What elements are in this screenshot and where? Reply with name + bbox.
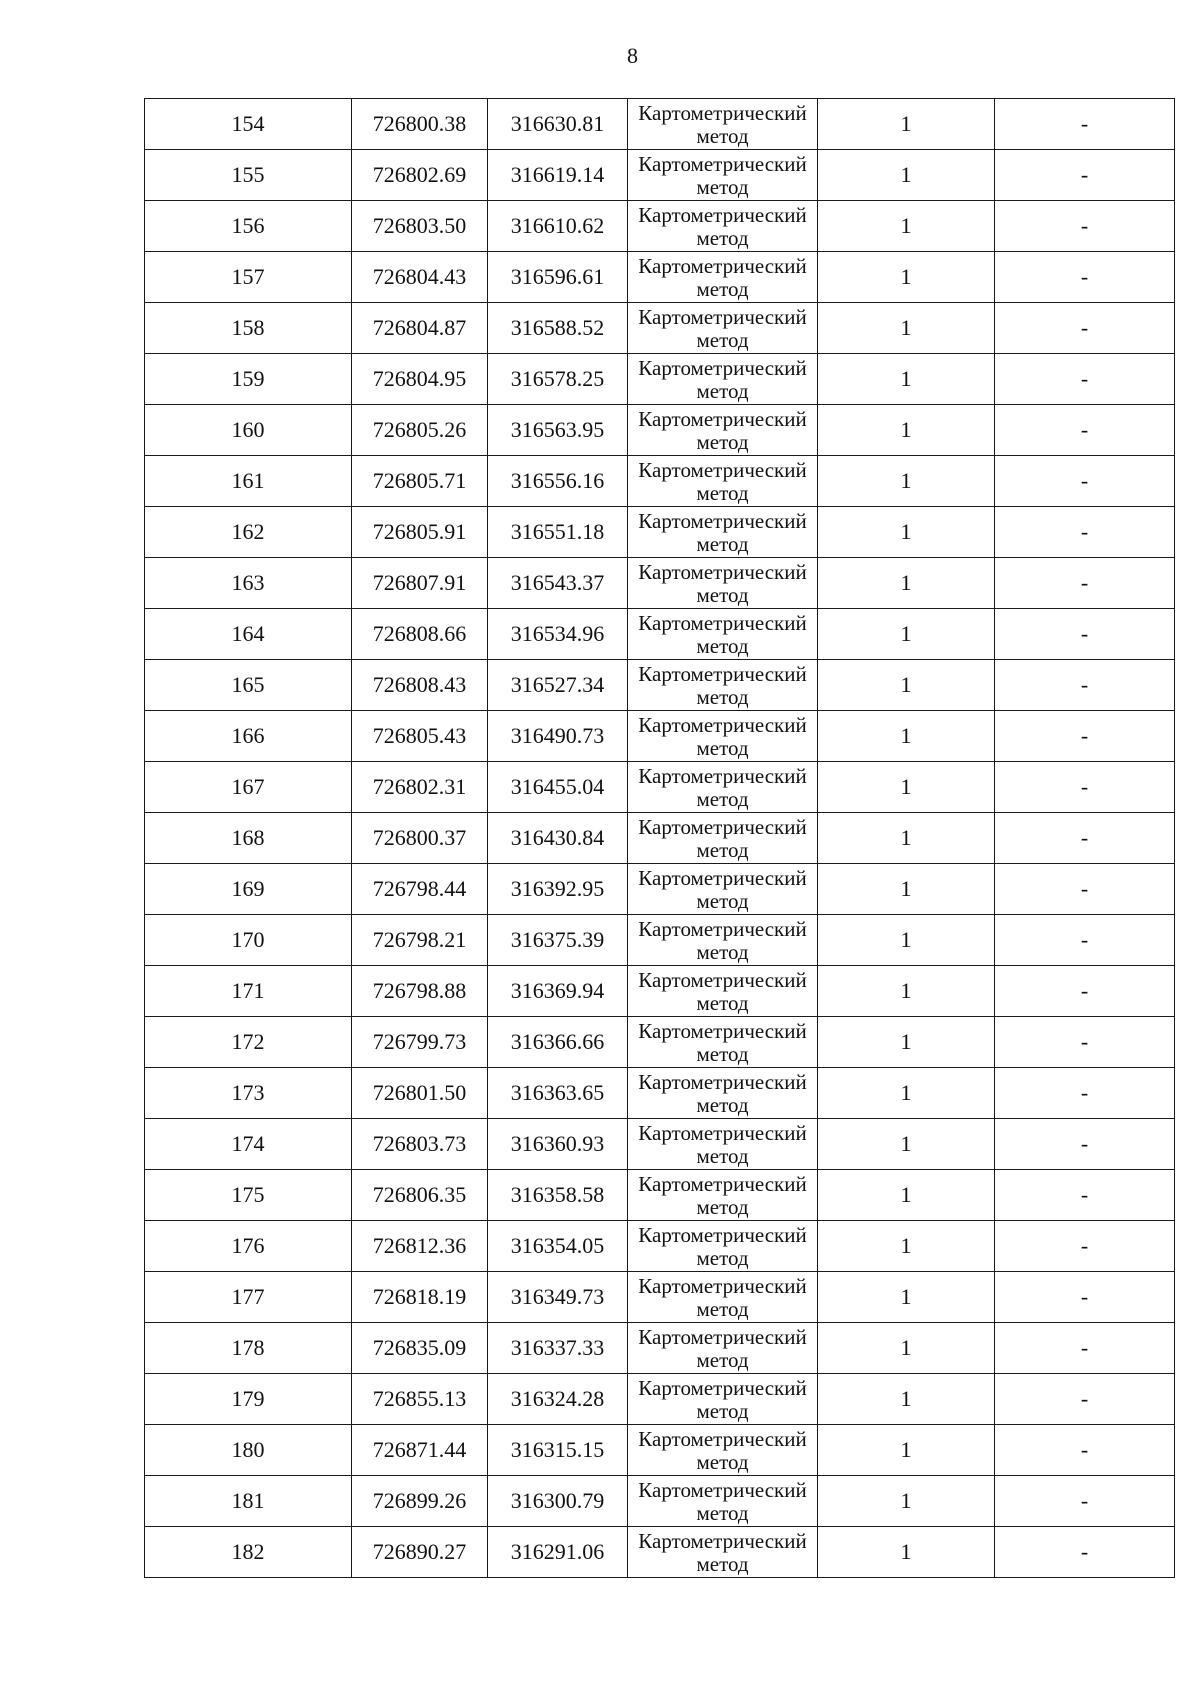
point-number-cell: 176 <box>145 1221 352 1272</box>
x-coordinate-cell: 726855.13 <box>352 1374 488 1425</box>
note-cell: - <box>995 201 1175 252</box>
method-line-2: метод <box>696 532 749 556</box>
table-row <box>145 405 1175 456</box>
point-number-cell: 174 <box>145 1119 352 1170</box>
x-coordinate-cell: 726803.73 <box>352 1119 488 1170</box>
method-line-1: Картометрический <box>638 1427 807 1451</box>
point-number-cell: 158 <box>145 303 352 354</box>
y-coordinate-cell: 316578.25 <box>488 354 628 405</box>
x-coordinate-cell: 726805.91 <box>352 507 488 558</box>
method-line-1: Картометрический <box>638 152 807 176</box>
method-cell <box>628 405 818 456</box>
x-coordinate-cell: 726806.35 <box>352 1170 488 1221</box>
point-number-cell: 167 <box>145 762 352 813</box>
method-line-1: Картометрический <box>638 1529 807 1553</box>
point-number-cell: 175 <box>145 1170 352 1221</box>
accuracy-cell: 1 <box>818 660 995 711</box>
x-coordinate-cell: 726899.26 <box>352 1476 488 1527</box>
point-number-cell: 177 <box>145 1272 352 1323</box>
table-row <box>145 1425 1175 1476</box>
x-coordinate-cell: 726805.43 <box>352 711 488 762</box>
accuracy-cell: 1 <box>818 1374 995 1425</box>
method-line-1: Картометрический <box>638 254 807 278</box>
note-cell: - <box>995 150 1175 201</box>
note-cell: - <box>995 1374 1175 1425</box>
x-coordinate-cell: 726805.71 <box>352 456 488 507</box>
point-number-cell: 179 <box>145 1374 352 1425</box>
accuracy-cell: 1 <box>818 711 995 762</box>
point-number-cell: 155 <box>145 150 352 201</box>
accuracy-cell: 1 <box>818 354 995 405</box>
method-cell <box>628 1374 818 1425</box>
method-cell <box>628 150 818 201</box>
method-cell <box>628 915 818 966</box>
method-line-2: метод <box>696 175 749 199</box>
note-cell: - <box>995 1170 1175 1221</box>
point-number-cell: 162 <box>145 507 352 558</box>
method-line-2: метод <box>696 838 749 862</box>
accuracy-cell: 1 <box>818 99 995 150</box>
accuracy-cell: 1 <box>818 1476 995 1527</box>
method-cell <box>628 966 818 1017</box>
y-coordinate-cell: 316534.96 <box>488 609 628 660</box>
x-coordinate-cell: 726804.95 <box>352 354 488 405</box>
method-line-2: метод <box>696 940 749 964</box>
point-number-cell: 165 <box>145 660 352 711</box>
method-cell <box>628 1170 818 1221</box>
x-coordinate-cell: 726803.50 <box>352 201 488 252</box>
method-line-1: Картометрический <box>638 305 807 329</box>
method-cell <box>628 558 818 609</box>
method-line-1: Картометрический <box>638 866 807 890</box>
y-coordinate-cell: 316366.66 <box>488 1017 628 1068</box>
table-row <box>145 1119 1175 1170</box>
x-coordinate-cell: 726835.09 <box>352 1323 488 1374</box>
method-line-2: метод <box>696 1195 749 1219</box>
method-line-2: метод <box>696 1348 749 1372</box>
table-row <box>145 915 1175 966</box>
note-cell: - <box>995 609 1175 660</box>
y-coordinate-cell: 316358.58 <box>488 1170 628 1221</box>
accuracy-cell: 1 <box>818 1119 995 1170</box>
method-line-1: Картометрический <box>638 662 807 686</box>
table-row <box>145 1221 1175 1272</box>
note-cell: - <box>995 1119 1175 1170</box>
method-line-2: метод <box>696 1246 749 1270</box>
y-coordinate-cell: 316588.52 <box>488 303 628 354</box>
method-line-1: Картометрический <box>638 458 807 482</box>
method-line-1: Картометрический <box>638 1121 807 1145</box>
y-coordinate-cell: 316630.81 <box>488 99 628 150</box>
accuracy-cell: 1 <box>818 1017 995 1068</box>
method-line-1: Картометрический <box>638 815 807 839</box>
method-line-2: метод <box>696 889 749 913</box>
accuracy-cell: 1 <box>818 966 995 1017</box>
point-number-cell: 164 <box>145 609 352 660</box>
method-cell <box>628 1272 818 1323</box>
method-line-1: Картометрический <box>638 356 807 380</box>
method-line-1: Картометрический <box>638 203 807 227</box>
table-row <box>145 354 1175 405</box>
method-line-1: Картометрический <box>638 917 807 941</box>
x-coordinate-cell: 726798.21 <box>352 915 488 966</box>
method-cell <box>628 864 818 915</box>
note-cell: - <box>995 507 1175 558</box>
method-line-2: метод <box>696 787 749 811</box>
method-line-1: Картометрический <box>638 764 807 788</box>
y-coordinate-cell: 316543.37 <box>488 558 628 609</box>
y-coordinate-cell: 316490.73 <box>488 711 628 762</box>
point-number-cell: 166 <box>145 711 352 762</box>
x-coordinate-cell: 726804.87 <box>352 303 488 354</box>
table-row <box>145 1527 1175 1578</box>
method-line-2: метод <box>696 430 749 454</box>
point-number-cell: 156 <box>145 201 352 252</box>
x-coordinate-cell: 726808.66 <box>352 609 488 660</box>
accuracy-cell: 1 <box>818 1323 995 1374</box>
method-line-2: метод <box>696 991 749 1015</box>
method-line-2: метод <box>696 226 749 250</box>
accuracy-cell: 1 <box>818 762 995 813</box>
method-cell <box>628 456 818 507</box>
point-number-cell: 170 <box>145 915 352 966</box>
accuracy-cell: 1 <box>818 456 995 507</box>
method-cell <box>628 1221 818 1272</box>
point-number-cell: 178 <box>145 1323 352 1374</box>
method-cell <box>628 1476 818 1527</box>
accuracy-cell: 1 <box>818 1272 995 1323</box>
method-cell <box>628 507 818 558</box>
x-coordinate-cell: 726800.37 <box>352 813 488 864</box>
accuracy-cell: 1 <box>818 1068 995 1119</box>
method-line-2: метод <box>696 1552 749 1576</box>
method-cell <box>628 1527 818 1578</box>
accuracy-cell: 1 <box>818 507 995 558</box>
table-row <box>145 303 1175 354</box>
point-number-cell: 159 <box>145 354 352 405</box>
method-line-2: метод <box>696 1042 749 1066</box>
method-line-2: метод <box>696 1093 749 1117</box>
method-line-2: метод <box>696 124 749 148</box>
table-row <box>145 150 1175 201</box>
note-cell: - <box>995 864 1175 915</box>
accuracy-cell: 1 <box>818 1527 995 1578</box>
method-cell <box>628 252 818 303</box>
note-cell: - <box>995 660 1175 711</box>
accuracy-cell: 1 <box>818 1170 995 1221</box>
point-number-cell: 181 <box>145 1476 352 1527</box>
point-number-cell: 182 <box>145 1527 352 1578</box>
method-line-1: Картометрический <box>638 509 807 533</box>
note-cell: - <box>995 456 1175 507</box>
accuracy-cell: 1 <box>818 558 995 609</box>
method-cell <box>628 609 818 660</box>
y-coordinate-cell: 316375.39 <box>488 915 628 966</box>
method-line-2: метод <box>696 328 749 352</box>
point-number-cell: 173 <box>145 1068 352 1119</box>
point-number-cell: 172 <box>145 1017 352 1068</box>
accuracy-cell: 1 <box>818 915 995 966</box>
x-coordinate-cell: 726798.44 <box>352 864 488 915</box>
method-cell <box>628 1068 818 1119</box>
x-coordinate-cell: 726802.31 <box>352 762 488 813</box>
y-coordinate-cell: 316349.73 <box>488 1272 628 1323</box>
accuracy-cell: 1 <box>818 1425 995 1476</box>
method-line-1: Картометрический <box>638 101 807 125</box>
method-line-1: Картометрический <box>638 560 807 584</box>
method-cell <box>628 1425 818 1476</box>
point-number-cell: 157 <box>145 252 352 303</box>
method-line-2: метод <box>696 1399 749 1423</box>
note-cell: - <box>995 405 1175 456</box>
table-row <box>145 1272 1175 1323</box>
accuracy-cell: 1 <box>818 813 995 864</box>
note-cell: - <box>995 1323 1175 1374</box>
accuracy-cell: 1 <box>818 150 995 201</box>
table-row <box>145 813 1175 864</box>
note-cell: - <box>995 711 1175 762</box>
x-coordinate-cell: 726801.50 <box>352 1068 488 1119</box>
method-line-2: метод <box>696 1450 749 1474</box>
table-row <box>145 1170 1175 1221</box>
x-coordinate-cell: 726804.43 <box>352 252 488 303</box>
y-coordinate-cell: 316360.93 <box>488 1119 628 1170</box>
y-coordinate-cell: 316430.84 <box>488 813 628 864</box>
table-row <box>145 1068 1175 1119</box>
y-coordinate-cell: 316619.14 <box>488 150 628 201</box>
method-line-1: Картометрический <box>638 1376 807 1400</box>
table-row <box>145 864 1175 915</box>
point-number-cell: 169 <box>145 864 352 915</box>
method-cell <box>628 813 818 864</box>
method-line-1: Картометрический <box>638 1223 807 1247</box>
method-cell <box>628 762 818 813</box>
table-row <box>145 1476 1175 1527</box>
note-cell: - <box>995 354 1175 405</box>
table-row <box>145 456 1175 507</box>
note-cell: - <box>995 99 1175 150</box>
note-cell: - <box>995 915 1175 966</box>
table-row <box>145 966 1175 1017</box>
accuracy-cell: 1 <box>818 1221 995 1272</box>
table-row <box>145 762 1175 813</box>
x-coordinate-cell: 726800.38 <box>352 99 488 150</box>
method-line-1: Картометрический <box>638 1019 807 1043</box>
method-cell <box>628 711 818 762</box>
point-number-cell: 180 <box>145 1425 352 1476</box>
note-cell: - <box>995 1476 1175 1527</box>
x-coordinate-cell: 726799.73 <box>352 1017 488 1068</box>
y-coordinate-cell: 316315.15 <box>488 1425 628 1476</box>
note-cell: - <box>995 1425 1175 1476</box>
table-row <box>145 711 1175 762</box>
method-cell <box>628 99 818 150</box>
x-coordinate-cell: 726807.91 <box>352 558 488 609</box>
method-line-2: метод <box>696 685 749 709</box>
method-cell <box>628 354 818 405</box>
table-row <box>145 609 1175 660</box>
method-line-2: метод <box>696 736 749 760</box>
y-coordinate-cell: 316527.34 <box>488 660 628 711</box>
y-coordinate-cell: 316455.04 <box>488 762 628 813</box>
method-line-1: Картометрический <box>638 407 807 431</box>
page-number: 8 <box>627 43 638 68</box>
note-cell: - <box>995 1527 1175 1578</box>
x-coordinate-cell: 726802.69 <box>352 150 488 201</box>
note-cell: - <box>995 1221 1175 1272</box>
table-row <box>145 507 1175 558</box>
method-line-2: метод <box>696 481 749 505</box>
method-cell <box>628 303 818 354</box>
y-coordinate-cell: 316551.18 <box>488 507 628 558</box>
point-number-cell: 163 <box>145 558 352 609</box>
method-line-1: Картометрический <box>638 1478 807 1502</box>
method-line-2: метод <box>696 277 749 301</box>
y-coordinate-cell: 316291.06 <box>488 1527 628 1578</box>
method-line-1: Картометрический <box>638 1172 807 1196</box>
note-cell: - <box>995 252 1175 303</box>
note-cell: - <box>995 813 1175 864</box>
note-cell: - <box>995 303 1175 354</box>
note-cell: - <box>995 1068 1175 1119</box>
x-coordinate-cell: 726818.19 <box>352 1272 488 1323</box>
accuracy-cell: 1 <box>818 252 995 303</box>
note-cell: - <box>995 1272 1175 1323</box>
y-coordinate-cell: 316369.94 <box>488 966 628 1017</box>
method-cell <box>628 1017 818 1068</box>
method-line-2: метод <box>696 1144 749 1168</box>
method-cell <box>628 1119 818 1170</box>
accuracy-cell: 1 <box>818 303 995 354</box>
coordinates-table <box>144 98 1175 1578</box>
y-coordinate-cell: 316324.28 <box>488 1374 628 1425</box>
method-line-1: Картометрический <box>638 1325 807 1349</box>
x-coordinate-cell: 726805.26 <box>352 405 488 456</box>
accuracy-cell: 1 <box>818 405 995 456</box>
y-coordinate-cell: 316354.05 <box>488 1221 628 1272</box>
point-number-cell: 154 <box>145 99 352 150</box>
y-coordinate-cell: 316363.65 <box>488 1068 628 1119</box>
table-row <box>145 1323 1175 1374</box>
point-number-cell: 168 <box>145 813 352 864</box>
accuracy-cell: 1 <box>818 201 995 252</box>
y-coordinate-cell: 316563.95 <box>488 405 628 456</box>
note-cell: - <box>995 558 1175 609</box>
x-coordinate-cell: 726871.44 <box>352 1425 488 1476</box>
table-row <box>145 660 1175 711</box>
y-coordinate-cell: 316337.33 <box>488 1323 628 1374</box>
x-coordinate-cell: 726808.43 <box>352 660 488 711</box>
y-coordinate-cell: 316300.79 <box>488 1476 628 1527</box>
note-cell: - <box>995 1017 1175 1068</box>
note-cell: - <box>995 762 1175 813</box>
x-coordinate-cell: 726798.88 <box>352 966 488 1017</box>
method-line-2: метод <box>696 583 749 607</box>
accuracy-cell: 1 <box>818 864 995 915</box>
method-line-1: Картометрический <box>638 1274 807 1298</box>
table-row <box>145 252 1175 303</box>
method-cell <box>628 201 818 252</box>
method-line-1: Картометрический <box>638 611 807 635</box>
method-line-1: Картометрический <box>638 1070 807 1094</box>
note-cell: - <box>995 966 1175 1017</box>
method-line-2: метод <box>696 1297 749 1321</box>
method-line-2: метод <box>696 634 749 658</box>
point-number-cell: 160 <box>145 405 352 456</box>
table-body <box>145 99 1175 1578</box>
method-line-1: Картометрический <box>638 968 807 992</box>
y-coordinate-cell: 316610.62 <box>488 201 628 252</box>
x-coordinate-cell: 726812.36 <box>352 1221 488 1272</box>
table-row <box>145 1374 1175 1425</box>
point-number-cell: 171 <box>145 966 352 1017</box>
table-row <box>145 201 1175 252</box>
table-row <box>145 99 1175 150</box>
y-coordinate-cell: 316392.95 <box>488 864 628 915</box>
table-row <box>145 558 1175 609</box>
method-line-2: метод <box>696 1501 749 1525</box>
method-cell <box>628 660 818 711</box>
method-line-2: метод <box>696 379 749 403</box>
x-coordinate-cell: 726890.27 <box>352 1527 488 1578</box>
method-line-1: Картометрический <box>638 713 807 737</box>
table-row <box>145 1017 1175 1068</box>
point-number-cell: 161 <box>145 456 352 507</box>
accuracy-cell: 1 <box>818 609 995 660</box>
y-coordinate-cell: 316556.16 <box>488 456 628 507</box>
y-coordinate-cell: 316596.61 <box>488 252 628 303</box>
method-cell <box>628 1323 818 1374</box>
